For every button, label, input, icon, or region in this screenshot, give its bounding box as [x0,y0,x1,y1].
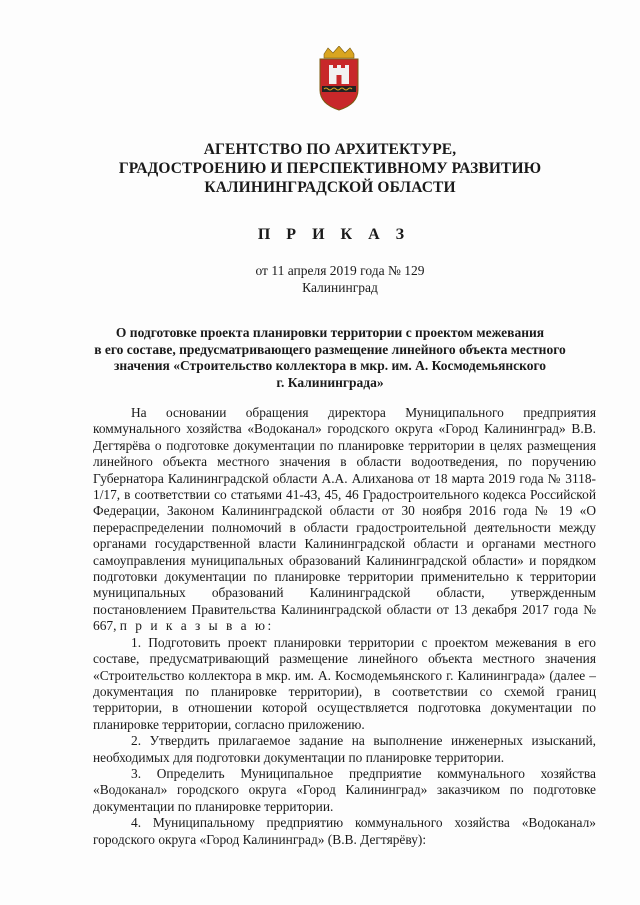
agency-line: КАЛИНИНГРАДСКОЙ ОБЛАСТИ [204,179,456,196]
order-item: 2. Утвердить прилагаемое задание на выполнение инженерных изысканий, необходимых для подготовки документации по планировке территории. [93,733,596,765]
order-date-number: от 11 апреля 2019 года № 129 [255,263,425,278]
subject-line: О подготовке проекта планировки территории с проектом межевания [115,325,545,340]
order-city: Калининград [302,280,378,295]
subject-line: значения «Строительство коллектора в мкр. им. А. Космодемьянского [113,358,547,373]
order-item: 4. Муниципальному предприятию коммунального хозяйства «Водоканал» городского округа «Город Калининград» (В.В. Дегтярёву): [93,815,596,847]
coat-of-arms-icon [316,46,362,112]
preamble-paragraph [93,405,596,635]
agency-name [60,140,600,197]
agency-line: ГРАДОСТРОЕНИЮ И ПЕРСПЕКТИВНОМУ РАЗВИТИЮ [118,160,542,177]
decree-word: п р и к а з ы в а ю: [119,618,274,634]
agency-line: АГЕНТСТВО ПО АРХИТЕКТУРЕ, [203,141,457,158]
subject-line: г. Калининграда» [276,374,384,390]
order-meta [0,262,640,296]
order-body [93,405,596,848]
order-item: 3. Определить Муниципальное предприятие коммунального хозяйства «Водоканал» городского округа «Город Калининград» заказчиком по подготовке документации по планировке территории. [93,765,596,814]
order-subject [60,325,600,391]
order-title: П Р И К А З [257,226,411,243]
order-item: 1. Подготовить проект планировки территории с проектом межевания в его составе, предусматривающий размещение линейного объекта местного значения «Строительство коллектора в мкр. им. А. Космодемьянского г. Калининграда» (далее – документация по планировке территории), в соответствии со схемой границ территории, в отношении которой осуществляется подготовка документации по планировке территории, согласно приложению. [93,634,596,732]
preamble-text: На основании обращения директора Муниципального предприятия коммунального хозяйства «Водоканал» городского округа «Город Калининград» В.В. Дегтярёва о подготовке документации по планировке территории в целях размещения линейного объекта местного значения в области водоотведения, по поручению Губернатора Калининградской области А.А. Алиханова от 18 марта 2019 года № 3118-1/17, в соответствии со статьями 41-43, 45, 46 Градостроительного кодекса Российской Федерации, Законом Калининградской области от 30 ноября 2016 года № 19 «О перераспределении полномочий в области градостроительной деятельности между органами государственной власти Калининградской области и органами местного самоуправления муниципальных образований Калининградской области» и порядком подготовки документации по планировке территории применительно к территории муниципальных образований Калининградской области, утвержденным постановлением Правительства Калининградской области от 13 декабря 2017 года № 667, [93,405,596,634]
subject-line: в его составе, предусматривающего размещение линейного объекта местного [94,341,566,357]
